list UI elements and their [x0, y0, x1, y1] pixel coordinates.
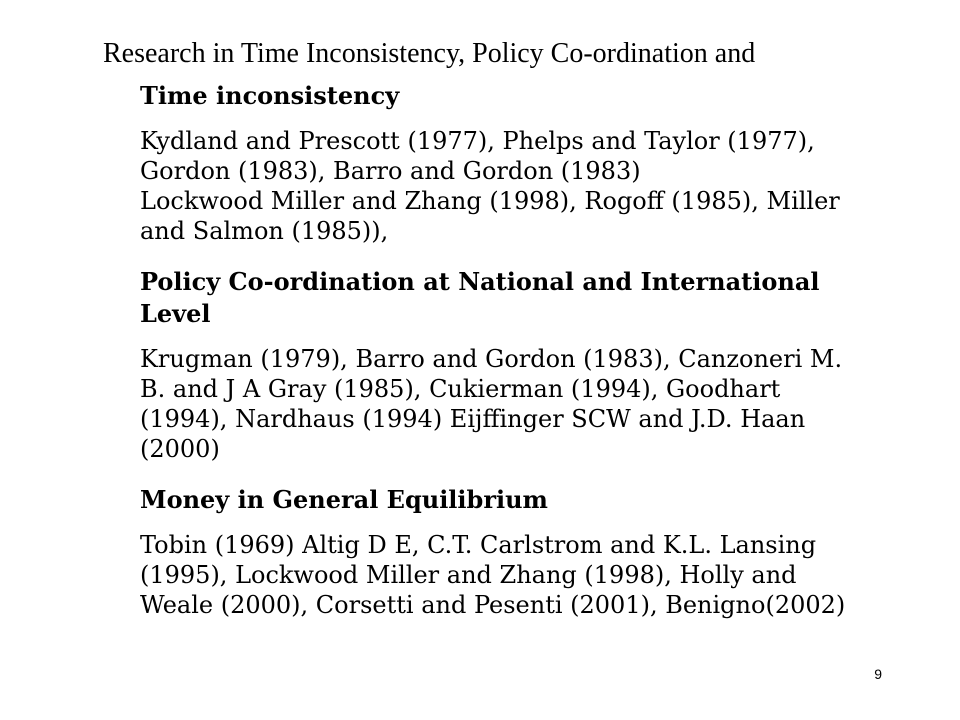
reference-line: Lockwood Miller and Zhang (1998), Rogoff (1985), Miller	[140, 187, 840, 215]
reference-line: B. and J A Gray (1985), Cukierman (1994), Goodhart	[140, 375, 781, 403]
reference-line: Gordon (1983), Barro and Gordon (1983)	[140, 157, 641, 185]
section-references	[140, 530, 846, 620]
section-heading	[140, 266, 840, 330]
section-money-general-equilibrium	[140, 484, 846, 620]
section-heading-line: Policy Co-ordination at National and International	[140, 267, 820, 296]
section-references	[140, 344, 843, 464]
section-heading-line: Level	[140, 299, 211, 328]
section-heading: Money in General Equilibrium	[140, 485, 548, 514]
page-number: 9	[874, 666, 882, 682]
slide-title: Research in Time Inconsistency, Policy Co-ordination and	[103, 38, 756, 69]
reference-line: and Salmon (1985)),	[140, 217, 389, 245]
reference-line: Krugman (1979), Barro and Gordon (1983), Canzoneri M.	[140, 345, 843, 373]
section-policy-coordination	[140, 266, 843, 484]
section-time-inconsistency	[140, 80, 840, 266]
reference-line: Kydland and Prescott (1977), Phelps and Taylor (1977),	[140, 127, 815, 155]
reference-line: (1995), Lockwood Miller and Zhang (1998), Holly and	[140, 561, 797, 589]
section-references	[140, 126, 840, 246]
section-heading: Time inconsistency	[140, 81, 400, 110]
slide-content	[140, 80, 846, 620]
reference-line: (2000)	[140, 435, 220, 463]
reference-line: (1994), Nardhaus (1994) Eijffinger SCW and J.D. Haan	[140, 405, 806, 433]
reference-line: Weale (2000), Corsetti and Pesenti (2001), Benigno(2002)	[140, 591, 846, 619]
reference-line: Tobin (1969) Altig D E, C.T. Carlstrom and K.L. Lansing	[140, 531, 817, 559]
